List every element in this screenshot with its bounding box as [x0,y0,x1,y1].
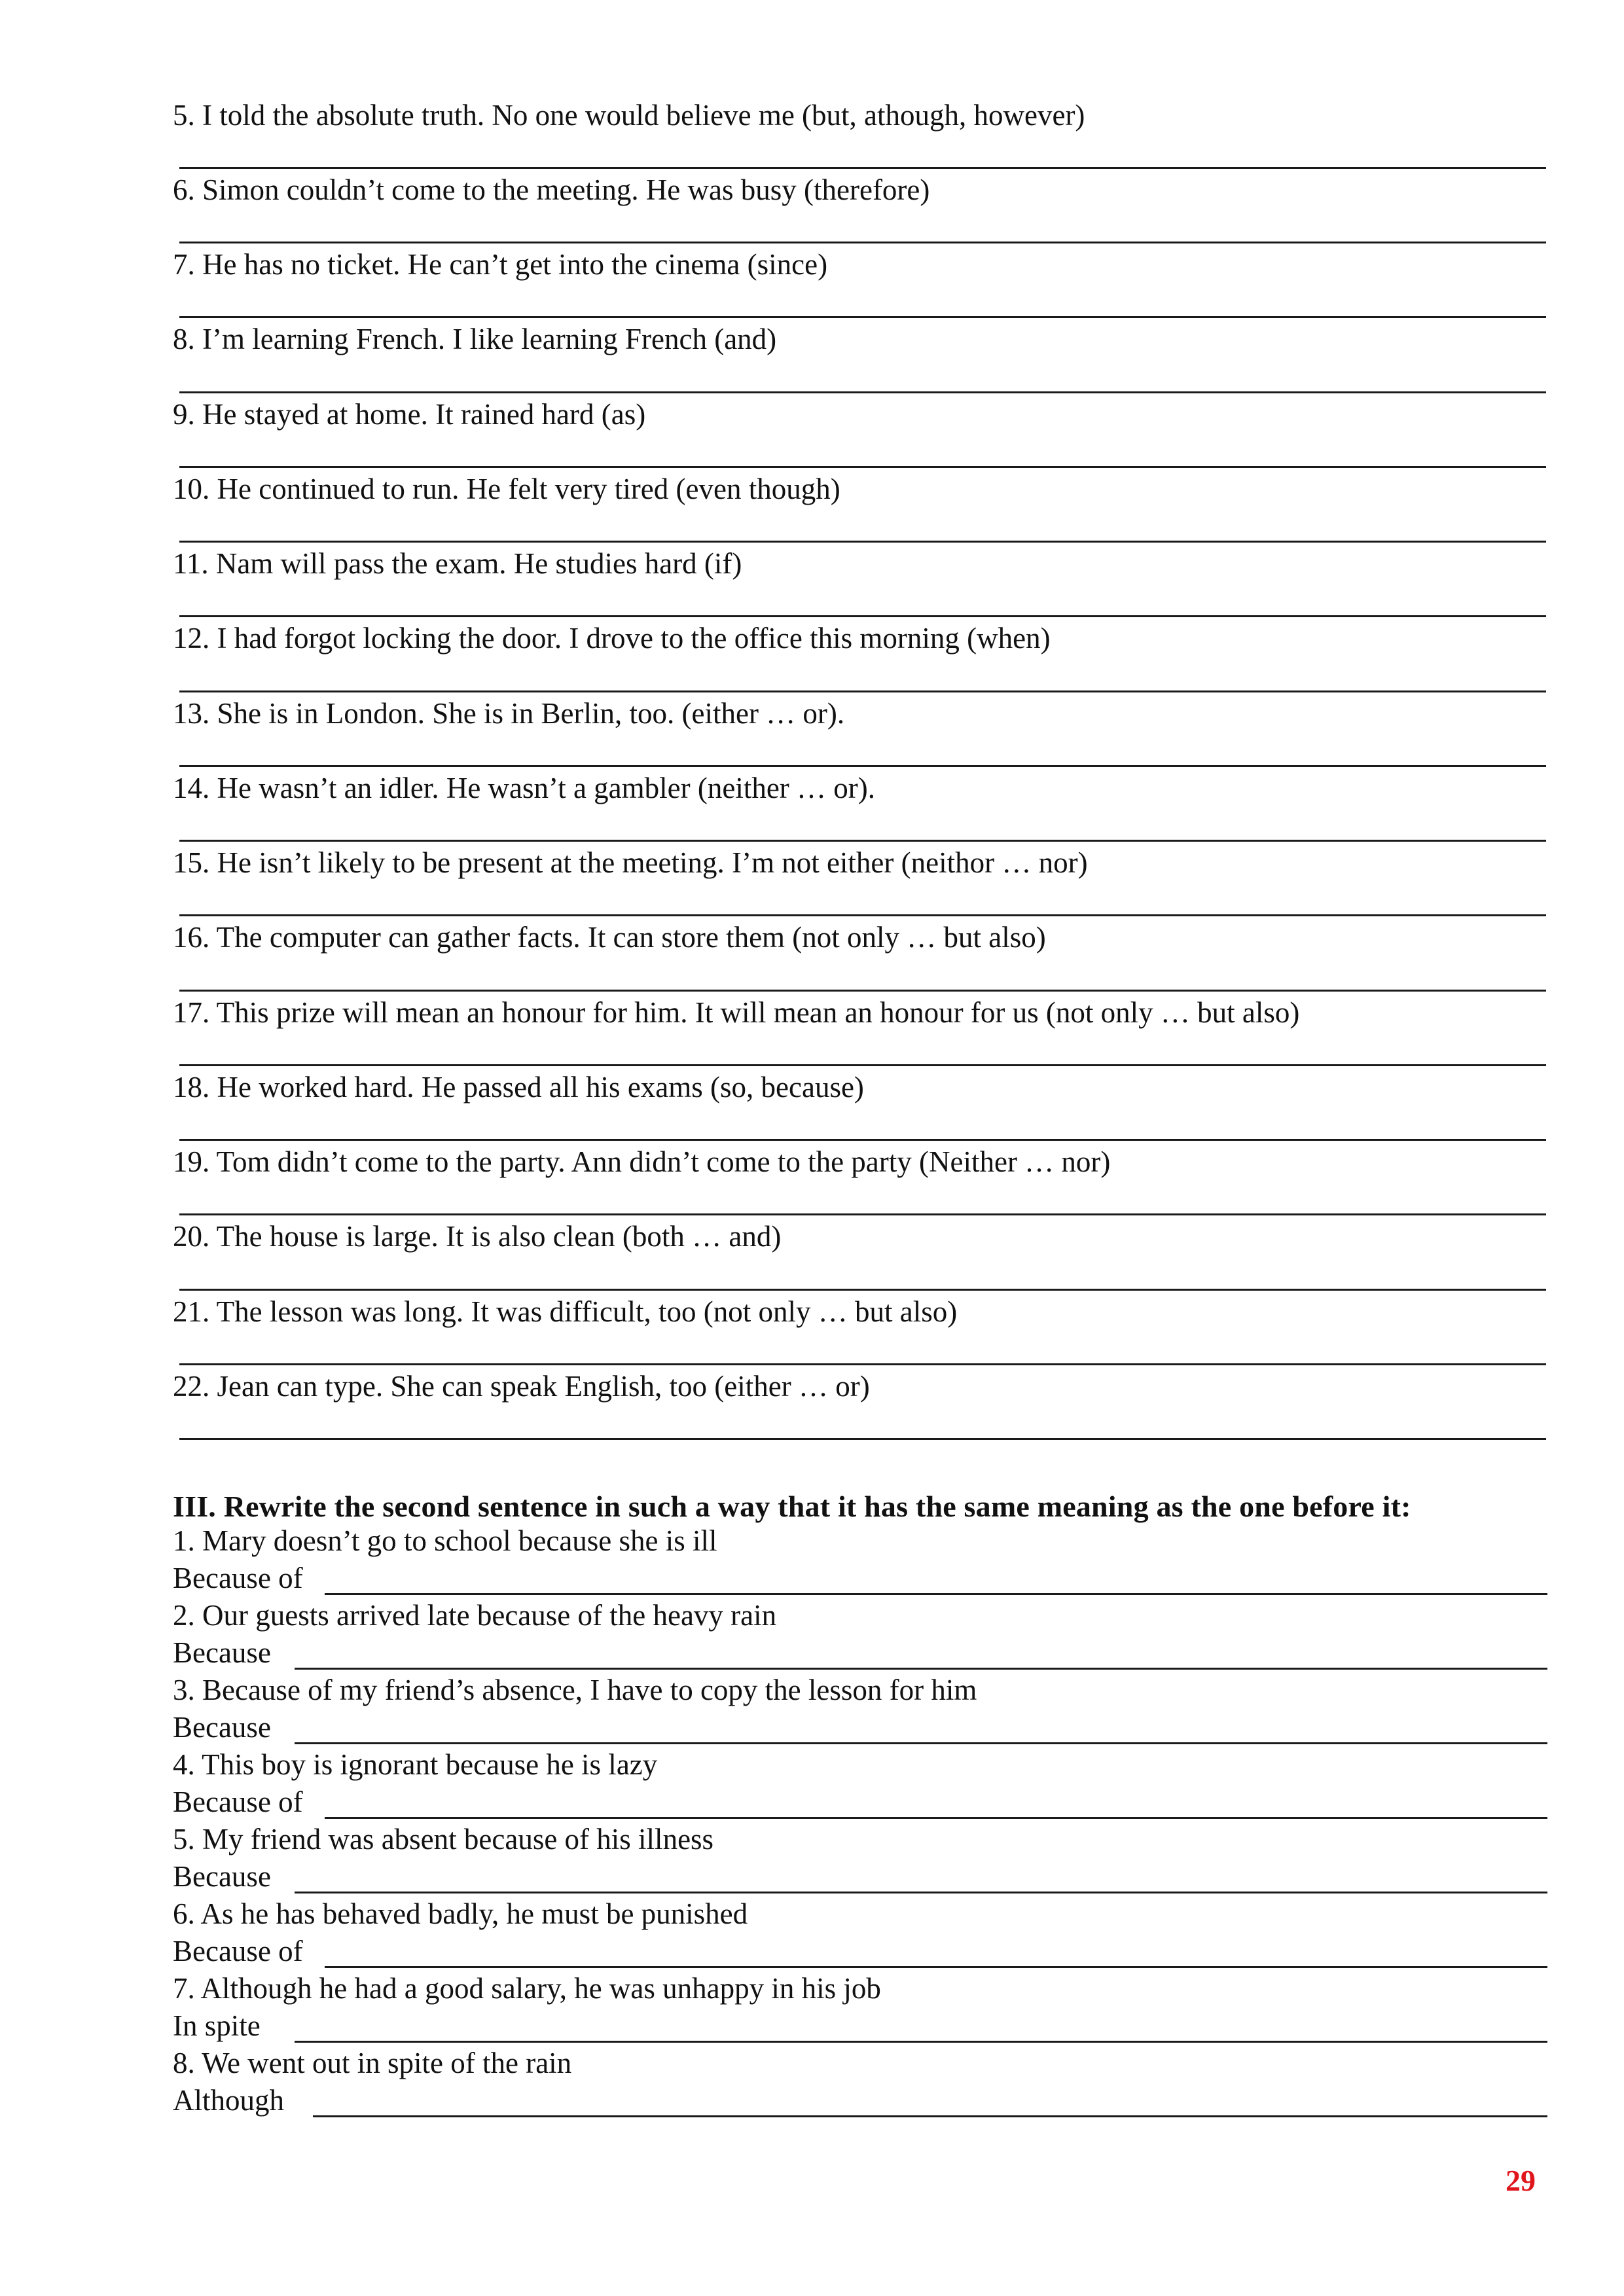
answer-line[interactable] [179,466,1546,468]
answer-line[interactable] [179,316,1546,318]
rewrite-row [173,1560,1547,1599]
source-sentence: 7. Although he had a good salary, he was unhappy in his job [173,1972,881,2005]
answer-line[interactable] [179,1363,1546,1365]
source-sentence: 8. We went out in spite of the rain [173,2047,572,2079]
answer-line[interactable] [179,615,1546,617]
rewrite-answer-line[interactable] [325,1966,1547,1968]
answer-line[interactable] [179,691,1546,692]
exercise-item: 13. She is in London. She is in Berlin, too. (either … or). [173,697,845,730]
exercise-item: 21. The lesson was long. It was difficult, too (not only … but also) [173,1295,958,1328]
answer-line[interactable] [179,914,1546,916]
rewrite-prompt: Because [173,1636,271,1669]
rewrite-answer-line[interactable] [295,1892,1547,1893]
rewrite-prompt: Because of [173,1935,303,1967]
answer-line[interactable] [179,990,1546,992]
answer-line[interactable] [179,242,1546,243]
answer-line[interactable] [179,167,1546,169]
answer-line[interactable] [179,1289,1546,1291]
rewrite-answer-line[interactable] [295,1742,1547,1744]
exercise-item: 22. Jean can type. She can speak English, too (either … or) [173,1370,870,1403]
exercise-item: 14. He wasn’t an idler. He wasn’t a gambler (neither … or). [173,772,876,804]
answer-line[interactable] [179,541,1546,543]
exercise-item: 9. He stayed at home. It rained hard (as) [173,398,646,431]
exercise-item: 16. The computer can gather facts. It can store them (not only … but also) [173,921,1046,954]
exercise-item: 10. He continued to run. He felt very tired (even though) [173,473,840,505]
rewrite-prompt: In spite [173,2009,261,2042]
answer-line[interactable] [179,1139,1546,1141]
answer-line[interactable] [179,1438,1546,1440]
source-sentence: 3. Because of my friend’s absence, I have to copy the lesson for him [173,1674,977,1706]
exercise-item: 12. I had forgot locking the door. I drove to the office this morning (when) [173,622,1051,655]
exercise-item: 6. Simon couldn’t come to the meeting. He was busy (therefore) [173,173,930,206]
rewrite-prompt: Because of [173,1562,303,1594]
answer-line[interactable] [179,391,1546,393]
source-sentence: 6. As he has behaved badly, he must be punished [173,1897,748,1930]
rewrite-row [173,1858,1547,1897]
rewrite-prompt: Because of [173,1785,303,1818]
exercise-item: 17. This prize will mean an honour for him. It will mean an honour for us (not only … but also) [173,996,1300,1029]
source-sentence: 4. This boy is ignorant because he is lazy [173,1748,658,1781]
rewrite-answer-line[interactable] [325,1593,1547,1595]
source-sentence: 2. Our guests arrived late because of the heavy rain [173,1599,777,1632]
rewrite-row [173,2082,1547,2121]
answer-line[interactable] [179,1213,1546,1215]
rewrite-answer-line[interactable] [295,1668,1547,1670]
section-heading: III. Rewrite the second sentence in such a way that it has the same meaning as the one before it: [173,1490,1411,1523]
exercise-item: 8. I’m learning French. I like learning French (and) [173,323,777,355]
rewrite-row [173,1933,1547,1972]
rewrite-row [173,1784,1547,1823]
rewrite-row [173,1634,1547,1674]
rewrite-answer-line[interactable] [295,2041,1547,2043]
answer-line[interactable] [179,840,1546,842]
source-sentence: 1. Mary doesn’t go to school because she is ill [173,1524,717,1557]
page-number: 29 [1506,2164,1536,2197]
exercise-item: 7. He has no ticket. He can’t get into the cinema (since) [173,248,828,281]
rewrite-row [173,2007,1547,2047]
answer-line[interactable] [179,765,1546,767]
rewrite-answer-line[interactable] [313,2115,1547,2117]
exercise-item: 11. Nam will pass the exam. He studies hard (if) [173,547,742,580]
exercise-item: 5. I told the absolute truth. No one would believe me (but, athough, however) [173,99,1085,132]
exercise-item: 15. He isn’t likely to be present at the meeting. I’m not either (neithor … nor) [173,846,1088,879]
exercise-item: 18. He worked hard. He passed all his exams (so, because) [173,1071,864,1103]
rewrite-prompt: Because [173,1711,271,1744]
source-sentence: 5. My friend was absent because of his illness [173,1823,714,1856]
rewrite-answer-line[interactable] [325,1817,1547,1819]
rewrite-prompt: Because [173,1860,271,1893]
answer-line[interactable] [179,1064,1546,1066]
exercise-item: 20. The house is large. It is also clean (both … and) [173,1220,782,1253]
exercise-item: 19. Tom didn’t come to the party. Ann didn’t come to the party (Neither … nor) [173,1145,1111,1178]
rewrite-row [173,1709,1547,1748]
rewrite-prompt: Although [173,2084,285,2117]
